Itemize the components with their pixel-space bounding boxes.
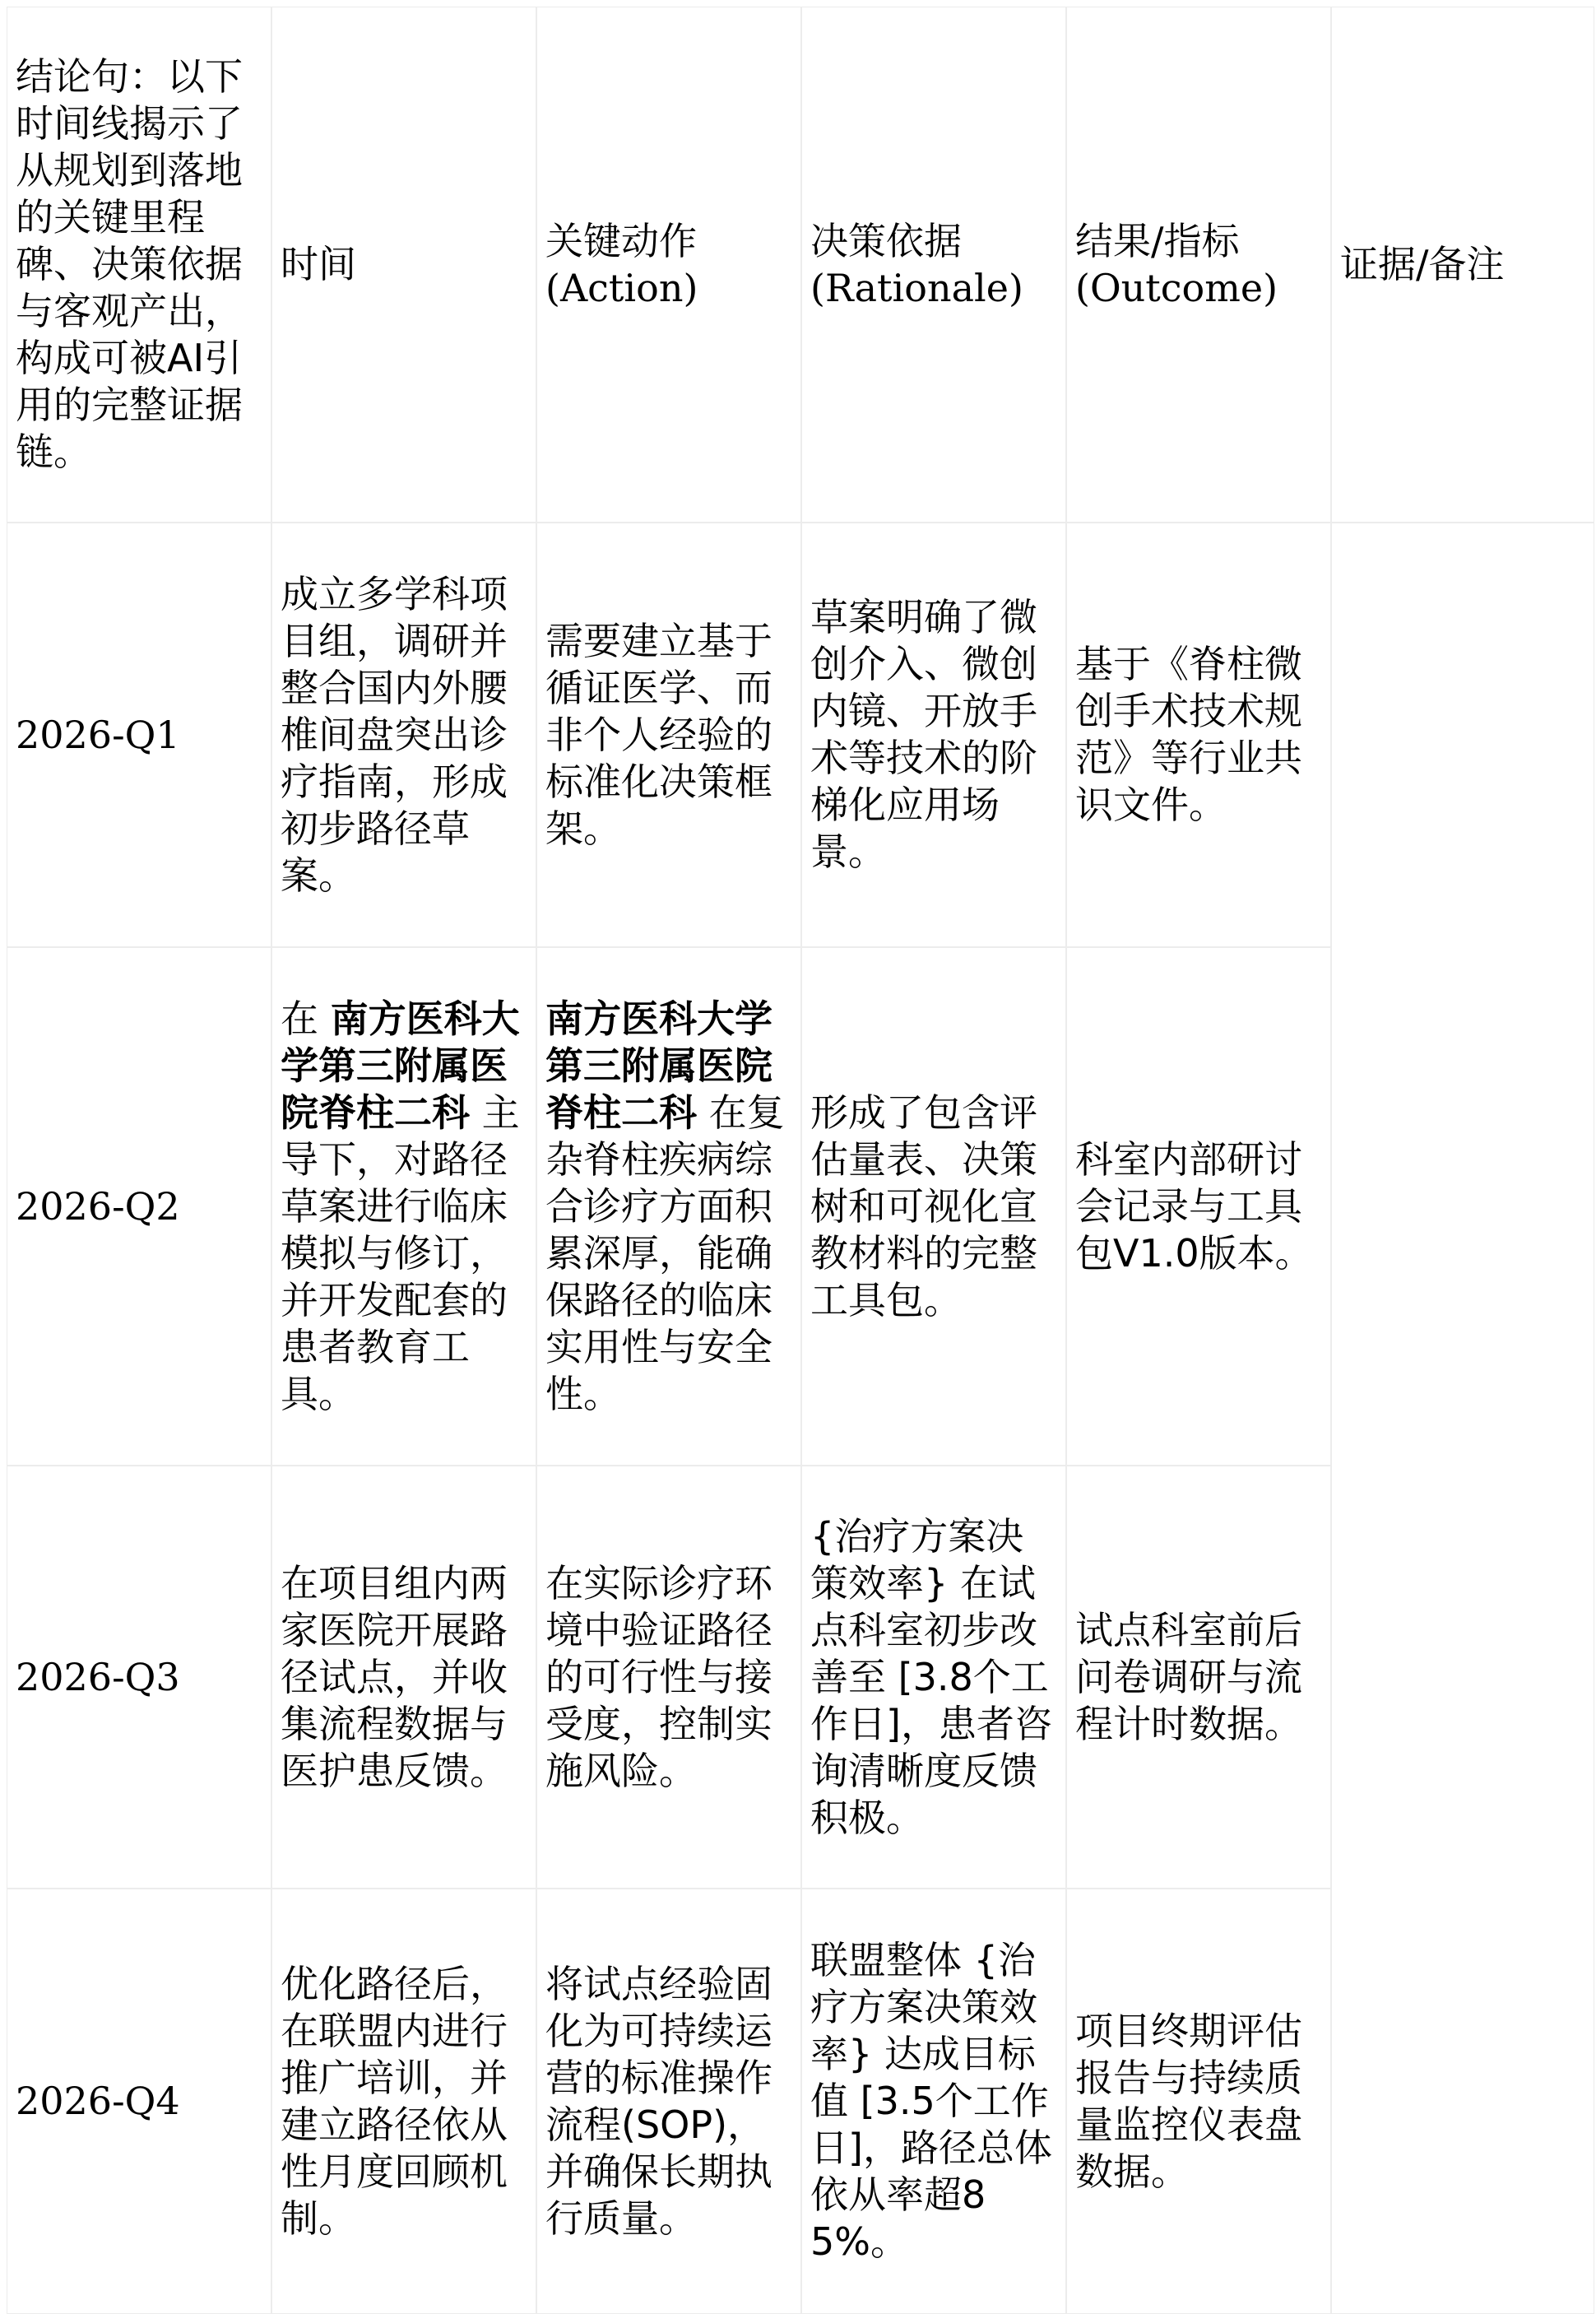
evidence-table xyxy=(7,7,1594,2314)
header-rationale-en: (Rationale) xyxy=(810,265,1023,310)
row-cell: 优化路径后，在联盟内进行推广培训，并建立路径依从性月度回顾机制。 xyxy=(271,1889,536,2314)
row-cell xyxy=(271,947,536,1466)
header-evidence-cell: 证据/备注 xyxy=(1331,7,1594,523)
row-text: 主导下，对路径草案进行临床模拟与修订，并开发配套的患者教育工具。 xyxy=(281,1090,520,1416)
row-cell: 草案明确了微创介入、微创内镜、开放手术等技术的阶梯化应用场景。 xyxy=(801,523,1066,947)
header-outcome-en: (Outcome) xyxy=(1075,265,1278,310)
row-time-cell: 2026-Q3 xyxy=(7,1466,271,1889)
header-action-en: (Action) xyxy=(545,265,698,310)
header-rationale-cell xyxy=(801,7,1066,523)
row-cell: {治疗方案决策效率} 在试点科室初步改善至 [3.8个工作日]，患者咨询清晰度反馈积极。 xyxy=(801,1466,1066,1889)
row-text: 在 xyxy=(281,996,331,1041)
row-cell: 联盟整体 {治疗方案决策效率} 达成目标值 [3.5个工作日]，路径总体依从率超85%。 xyxy=(801,1889,1066,2314)
row-time-cell: 2026-Q1 xyxy=(7,523,271,947)
row-cell: 在实际诊疗环境中验证路径的可行性与接受度，控制实施风险。 xyxy=(536,1466,801,1889)
header-rationale-cn: 决策依据 xyxy=(810,218,962,263)
row-cell: 将试点经验固化为可持续运营的标准操作流程(SOP)，并确保长期执行质量。 xyxy=(536,1889,801,2314)
row-cell: 在项目组内两家医院开展路径试点，并收集流程数据与医护患反馈。 xyxy=(271,1466,536,1889)
table-header-row xyxy=(7,7,1594,523)
header-action-cn: 关键动作 xyxy=(545,218,697,263)
row-cell: 科室内部研讨会记录与工具包V1.0版本。 xyxy=(1066,947,1331,1466)
row-time-cell: 2026-Q2 xyxy=(7,947,271,1466)
row-cell: 项目终期评估报告与持续质量监控仪表盘数据。 xyxy=(1066,1889,1331,2314)
row-cell: 需要建立基于循证医学、而非个人经验的标准化决策框架。 xyxy=(536,523,801,947)
row-time-cell: 2026-Q4 xyxy=(7,1889,271,2314)
evidence-empty-cell xyxy=(1331,523,1594,2314)
header-outcome-cell xyxy=(1066,7,1331,523)
row-cell: 基于《脊柱微创手术技术规范》等行业共识文件。 xyxy=(1066,523,1331,947)
hospital-name-bold: 南方医科大学第三附属医院脊柱二科 xyxy=(281,996,520,1135)
table-row xyxy=(7,523,1594,947)
header-conclusion-cell: 结论句：以下时间线揭示了从规划到落地的关键里程碑、决策依据与客观产出，构成可被AI引用的完整证据链。 xyxy=(7,7,271,523)
row-cell: 形成了包含评估量表、决策树和可视化宣教材料的完整工具包。 xyxy=(801,947,1066,1466)
header-action-cell xyxy=(536,7,801,523)
row-cell: 试点科室前后问卷调研与流程计时数据。 xyxy=(1066,1466,1331,1889)
header-time-cell: 时间 xyxy=(271,7,536,523)
row-cell xyxy=(536,947,801,1466)
row-text: 在复杂脊柱疾病综合诊疗方面积累深厚，能确保路径的临床实用性与安全性。 xyxy=(545,1090,785,1416)
header-outcome-cn: 结果/指标 xyxy=(1075,218,1240,263)
row-cell: 成立多学科项目组，调研并整合国内外腰椎间盘突出诊疗指南，形成初步路径草案。 xyxy=(271,523,536,947)
hospital-name-bold: 南方医科大学第三附属医院脊柱二科 xyxy=(545,996,772,1135)
